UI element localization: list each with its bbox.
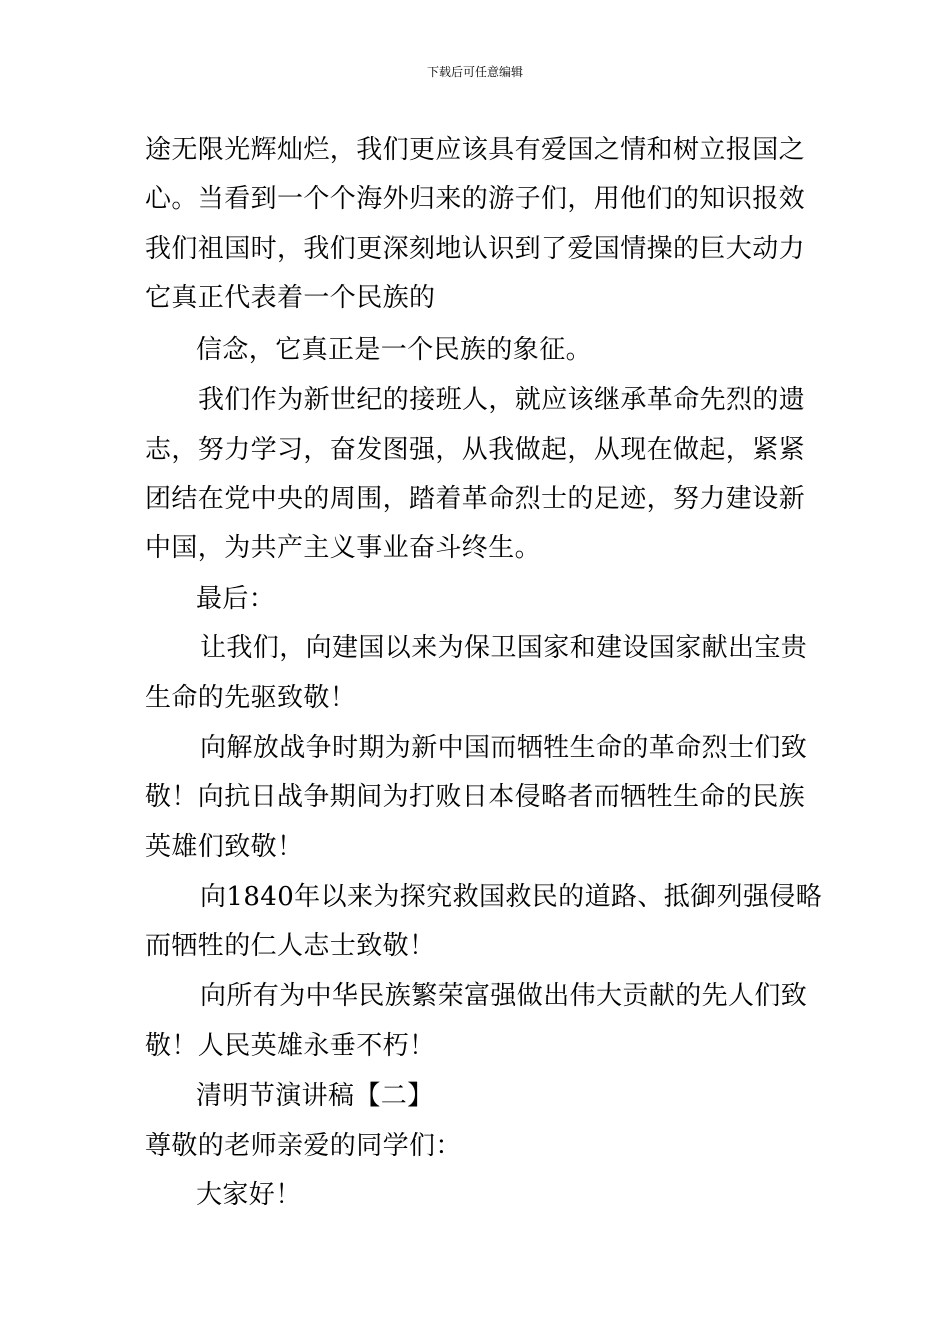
text-line-13: 向解放战争时期为新中国而牺牲生命的革命烈士们致	[200, 733, 808, 763]
text-line-1: 途无限光辉灿烂，我们更应该具有爱国之情和树立报国之	[145, 135, 806, 165]
text-line-2: 心。当看到一个个海外归来的游子们，用他们的知识报效	[145, 184, 806, 214]
text-line-17: 而牺牲的仁人志士致敬！	[145, 931, 436, 961]
text-line-9: 中国，为共产主义事业奋斗终生。	[145, 533, 542, 563]
text-line-8: 团结在党中央的周围，踏着革命烈士的足迹，努力建设新	[145, 484, 806, 514]
text-line-12: 生命的先驱致敬！	[145, 683, 357, 713]
text-line-19: 敬！人民英雄永垂不朽！	[145, 1031, 436, 1061]
text-line-15: 英雄们致敬！	[145, 832, 304, 862]
text-line-16: 向1840年以来为探究救国救民的道路、抵御列强侵略	[200, 882, 823, 912]
text-line-5: 信念，它真正是一个民族的象征。	[196, 335, 593, 365]
text-line-4: 它真正代表着一个民族的	[145, 283, 436, 313]
text-line-20: 清明节演讲稿【二】	[196, 1081, 434, 1111]
text-line-3: 我们祖国时，我们更深刻地认识到了爱国情操的巨大动力	[145, 234, 806, 264]
page-header: 下载后可任意编辑	[426, 65, 523, 79]
text-line-21: 尊敬的老师亲爱的同学们：	[145, 1131, 462, 1161]
text-line-6: 我们作为新世纪的接班人，就应该继承革命先烈的遗	[198, 385, 806, 415]
text-line-11: 让我们，向建国以来为保卫国家和建设国家献出宝贵	[200, 633, 808, 663]
text-line-22: 大家好！	[196, 1180, 302, 1210]
text-line-14: 敬！向抗日战争期间为打败日本侵略者而牺牲生命的民族	[145, 782, 806, 812]
text-line-10: 最后：	[196, 584, 276, 614]
text-line-7: 志，努力学习，奋发图强，从我做起，从现在做起，紧紧	[145, 435, 806, 465]
text-line-18: 向所有为中华民族繁荣富强做出伟大贡献的先人们致	[200, 981, 808, 1011]
